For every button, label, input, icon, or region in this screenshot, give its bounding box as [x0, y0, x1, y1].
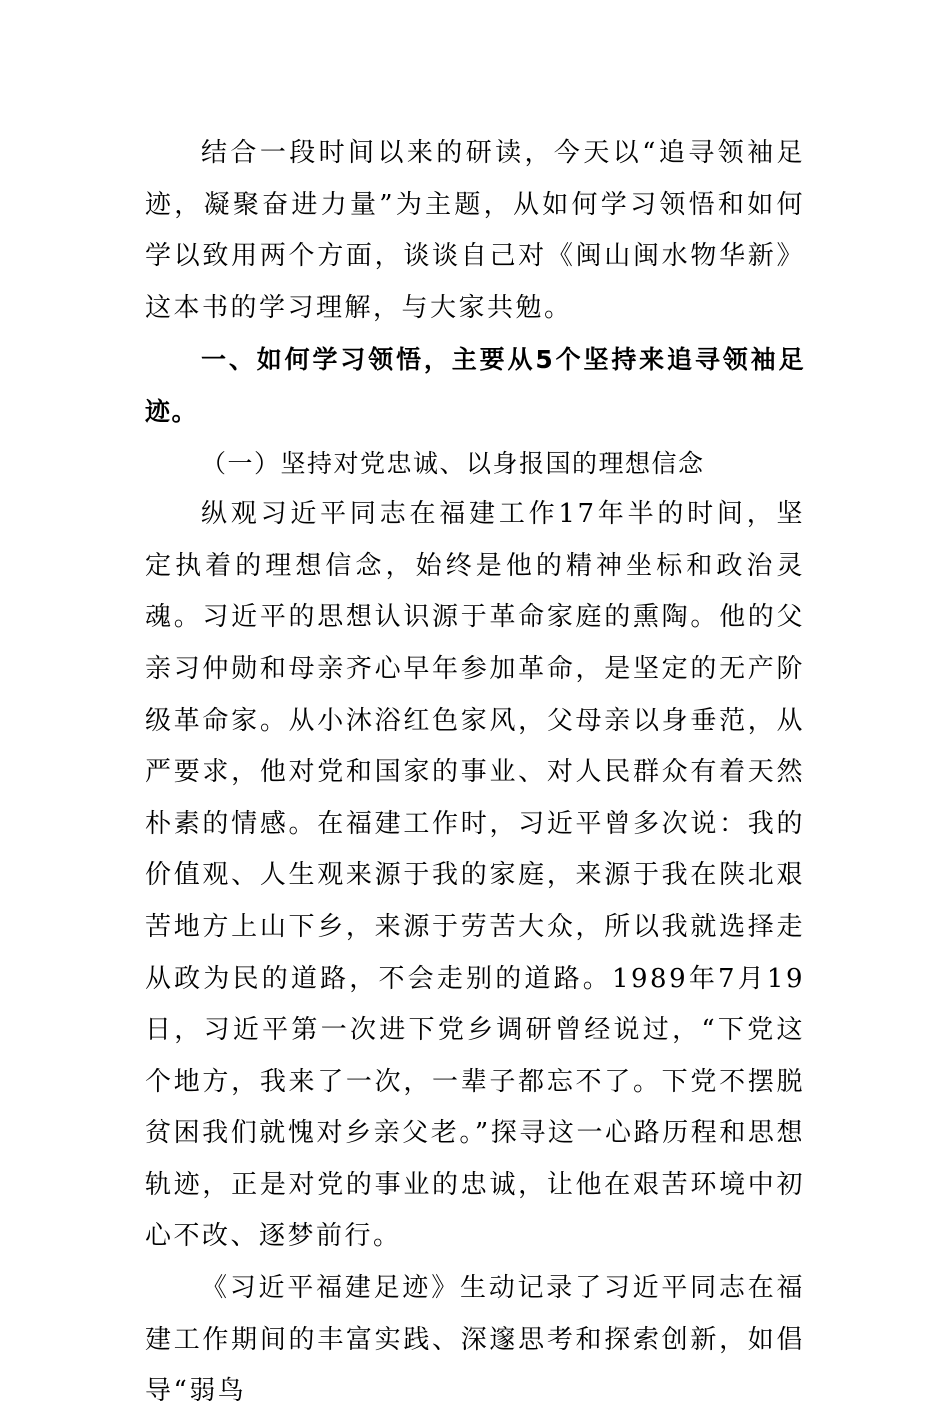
subsection-heading: （一）坚持对党忠诚、以身报国的理想信念	[201, 448, 705, 478]
body-paragraph-2: 《习近平福建足迹》生动记录了习近平同志在福建工作期间的丰富实践、深邃思考和探索创新，如倡导“弱鸟	[145, 1273, 805, 1407]
intro-paragraph: 结合一段时间以来的研读，今天以“追寻领袖足迹，凝聚奋进力量”为主题，从如何学习领悟和如何学以致用两个方面，谈谈自己对《闽山闽水物华新》这本书的学习理解，与大家共勉。	[145, 138, 805, 323]
document-body	[145, 128, 805, 1418]
section-heading: 一、如何学习领悟，主要从5个坚持来追寻领袖足迹。	[145, 345, 805, 426]
body-paragraph-1: 纵观习近平同志在福建工作17年半的时间，坚定执着的理想信念，始终是他的精神坐标和政治灵魂。习近平的思想认识源于革命家庭的熏陶。他的父亲习仲勋和母亲齐心早年参加革命，是坚定的无产阶级革命家。从小沐浴红色家风，父母亲以身垂范，从严要求，他对党和国家的事业、对人民群众有着天然朴素的情感。在福建工作时，习近平曾多次说：我的价值观、人生观来源于我的家庭，来源于我在陕北艰苦地方上山下乡，来源于劳苦大众，所以我就选择走从政为民的道路，不会走别的道路。1989年7月19日，习近平第一次进下党乡调研曾经说过，“下党这个地方，我来了一次，一辈子都忘不了。下党不摆脱贫困我们就愧对乡亲父老。”探寻这一心路历程和思想轨迹，正是对党的事业的忠诚，让他在艰苦环境中初心不改、逐梦前行。	[145, 499, 805, 1252]
